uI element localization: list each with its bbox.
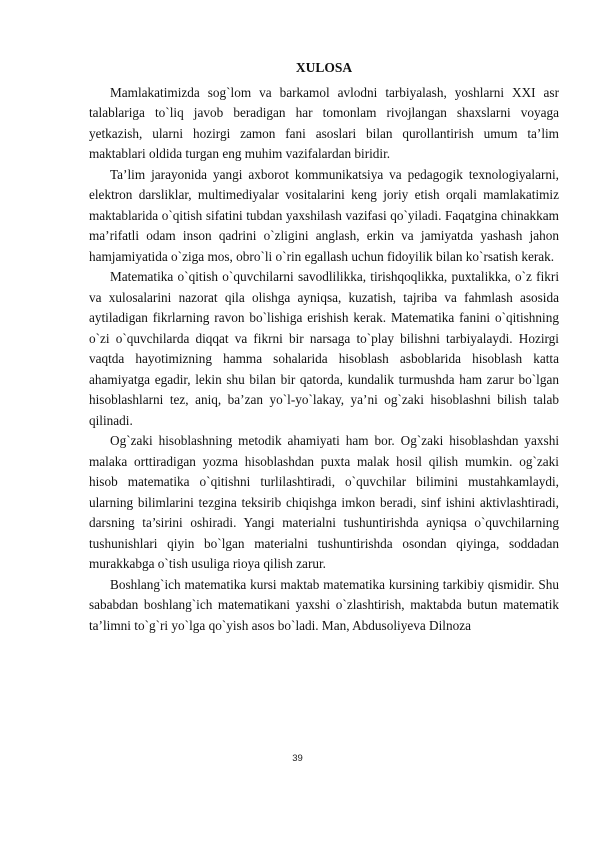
page-number: 39 xyxy=(292,753,303,764)
paragraph-2: Ta’lim jarayonida yangi axborot kommunikatsiya va pedagogik texnologiyalarni, elektron darsliklar, multimediyalar vositalarini keng joriy etish orqali mamlakatimiz maktablarida o`qitish sifatini tubdan yaxshilash vazifasi qo`yiladi. Faqatgina chinakkam ma’rifatli odam inson qadrini o`zligini anglash, erkin va jamiyatda yashash jahon hamjamiyatida o`ziga mos, obro`li o`rin egallash uchun fidoyilik bilan ko`rsatish kerak. xyxy=(89,166,559,264)
paragraph-1: Mamlakatimizda sog`lom va barkamol avlodni tarbiyalash, yoshlarni XXI asr talablariga to`liq javob beradigan har tomonlam rivojlangan shaxslarni voyaga yetkazish, ularni hozirgi zamon fani asoslari bilan qurollantirish umum ta’lim maktablari oldida turgan eng muhim vazifalardan biridir. xyxy=(89,84,559,161)
paragraph-5: Boshlang`ich matematika kursi maktab matematika kursining tarkibiy qismidir. Shu sababdan boshlang`ich matematikani yaxshi o`zlashtirish, maktabda butun matematik ta’limni to`g`ri yo`lga qo`yish asos bo`ladi. Man, Abdusoliyeva Dilnoza xyxy=(89,576,559,633)
page-title: XULOSA xyxy=(295,60,353,75)
paragraph-3: Matematika o`qitish o`quvchilarni savodlilikka, tirishqoqlikka, puxtalikka, o`z fikri va xulosalarini nazorat qila olishga ayniqsa, kuzatish, tajriba va fahmlash asosida aytiladigan fikrlarning ravon bo`lishiga erishish kerak. Matematika fanini o`qitishning o`zi o`quvchilarda diqqat va fikrni bir narsaga to`play bilishni tarbiyalaydi. Hozirgi vaqtda hayotimizning hamma sohalarida hisoblash asboblarida hisoblash katta ahamiyatga egadir, lekin shu bilan bir qatorda, kundalik turmushda ham zarur bo`lgan hisoblashlarni tez, aniq, ba’zan yo`l-yo`lakay, ya’ni og`zaki hisoblashni bilish talab qilinadi. xyxy=(89,269,559,428)
paragraph-4: Og`zaki hisoblashning metodik ahamiyati ham bor. Og`zaki hisoblashdan yaxshi malaka orttiradigan yozma hisoblashdan puxta malak hosil qilish mumkin. og`zaki hisob matematika o`qitishni turlilashtiradi, o`quvchilar bilimini mustahkamlaydi, ularning bilimlarini tezgina teksirib chiqishga imkon beradi, sinf ishini aktivlashtiradi, darsning ta’sirini oshiradi. Yangi materialni tushuntirishda ayniqsa o`quvchilarning tushunishlari qiyin bo`lgan materialni tushuntirishda osondan qiyinga, soddadan murakkabga o`tish usuliga rioya qilish zarur. xyxy=(89,433,559,571)
document-body xyxy=(89,58,559,636)
